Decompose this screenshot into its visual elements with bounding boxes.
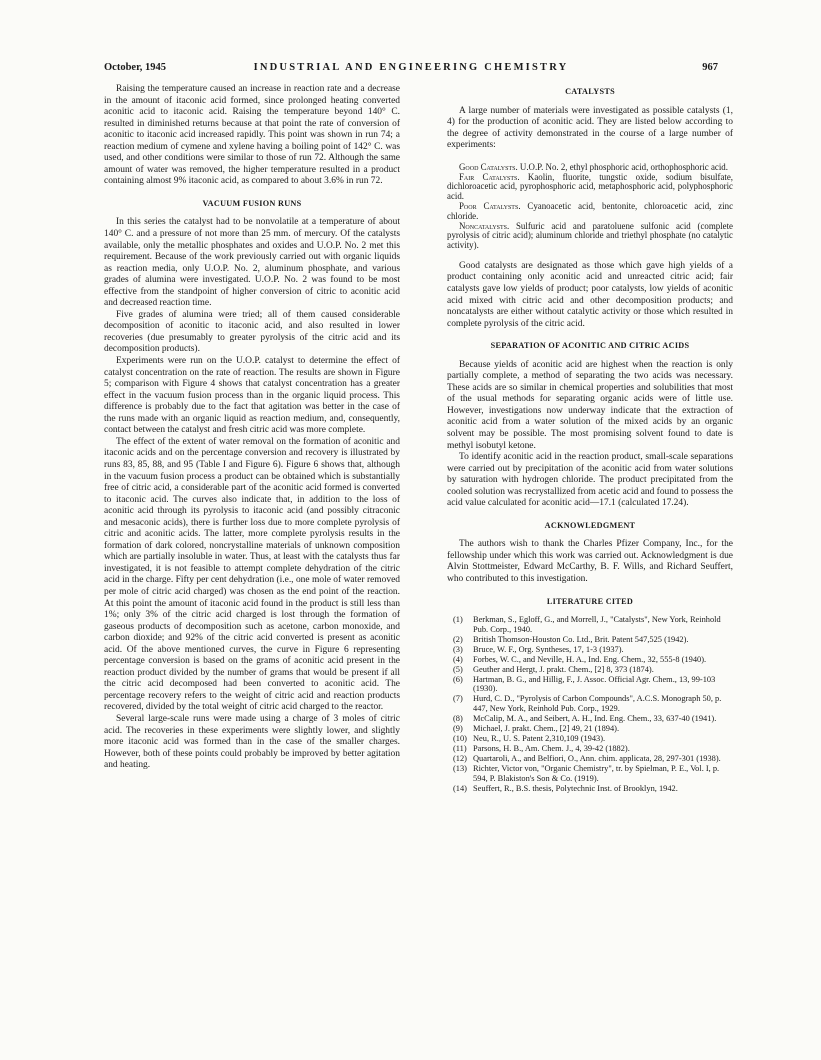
reference-number: (13) [453, 763, 467, 773]
reference-item [447, 724, 733, 734]
intro-paragraph: Raising the temperature caused an increase in reaction rate and a decrease in the amount of itaconic acid formed, since prolonged heating converted aconitic acid to itaconic acid. Raising the temperature beyond 140° C. resulted in diminished returns because at that point the rate of conversion of aconitic to itaconic acid increased rapidly. This point was shown in run 74; a reaction medium of cymene and xylene having a boiling point of 142° C. was used, and other conditions were similar to those of run 72. Although the same amount of water was removed, the higher temperature resulted in a product containing almost 9% itaconic acid, as compared to about 3.6% in run 72. [104, 84, 400, 187]
reference-item [447, 675, 733, 695]
right-column [447, 84, 733, 793]
body-paragraph: A large number of materials were investigated as possible catalysts (1, 4) for the production of aconitic acid. They are listed below according to the degree of activity demonstrated in the course of a large number of experiments: [447, 105, 733, 151]
reference-text: Richter, Victor von, "Organic Chemistry", tr. by Spielman, P. E., Vol. I, p. 594, P. Blakiston's Son & Co. (1919). [473, 763, 720, 783]
acknowledgment-paragraph: The authors wish to thank the Charles Pfizer Company, Inc., for the fellowship under which this work was carried out. Acknowledgment is due Alvin Stottmeister, Edward McCarthy, B. F. Wills, and Richard Seuffert, who contributed to this investigation. [447, 539, 733, 585]
reference-number: (3) [453, 644, 463, 654]
reference-item [447, 784, 733, 794]
catalyst-class-label: Noncatalysts. [459, 220, 510, 231]
catalyst-class-text: Kaolin, fluorite, tungstic oxide, sodium bisulfate, dichloroacetic acid, pyrophosphoric acid, metaphosphoric acid, polyphosphoric acid. [447, 171, 734, 202]
reference-item [447, 744, 733, 754]
reference-number: (10) [453, 734, 467, 743]
reference-item [447, 734, 733, 744]
section-heading-vacuum: VACUUM FUSION RUNS [202, 198, 302, 208]
body-paragraph: The effect of the extent of water removal on the formation of aconitic and itaconic acids and on the percentage conversion and recovery is illustrated by runs 83, 85, 88, and 95 (Table I and Figure 6). Figure 6 shows that, although in the vacuum fusion process a product can be obtained which is substantially free of citric acid, a considerable part of the aconitic acid formed is converted to itaconic acid. The curves also indicate that, in addition to the loss of aconitic acid through its pyrolysis to itaconic acid (and possibly citraconic and mesaconic acids), there is further loss due to more complete pyrolysis of citric and aconitic acids. The latter, more complete pyrolysis results in the formation of dark colored, noncrystalline materials of unknown composition which are partially insoluble in water. Thus, at least with the catalysts thus far investigated, it is not feasible to attempt complete dehydration of the citric acid in the charge. Fifty per cent dehydration (i.e., one mole of water removed per mole of citric acid charged) was chosen as the end point of the reaction. At this point the amount of itaconic acid found in the product is still less than 1%; only 3% of the citric acid charged is lost through the formation of gaseous products of decomposition such as acetone, carbon monoxide, and carbon dioxide; and 92% of the citric acid converted is present as aconitic acid. Of the above mentioned curves, the curve in Figure 6 representing percentage conversion is based on the grams of aconitic acid present in the reaction product divided by the number of grams that would be present if all the citric acid decomposed had been converted to aconitic acid. The percentage recovery refers to the weight of citric acid and reaction products recovered, divided by the total weight of citric acid charged to the reactor. [104, 436, 400, 713]
reference-list [447, 615, 733, 793]
reference-text: Neu, R., U. S. Patent 2,310,109 (1943). [473, 734, 606, 743]
body-paragraph: Five grades of alumina were tried; all of them caused considerable decomposition of aconitic to itaconic acid, and also resulted in lower recoveries (due presumably to greater pyrolysis of the citric acid and its decomposition products). [104, 309, 400, 355]
reference-text: Hurd, C. D., "Pyrolysis of Carbon Compounds", A.C.S. Monograph 50, p. 447, New York, Reinhold Pub. Corp., 1929. [473, 694, 722, 714]
body-paragraph: Because yields of aconitic acid are highest when the reaction is only partially complete, a method of separating the two acids was necessary. These acids are so similar in chemical properties and solubilities that most of the usual methods for separating organic acids were of little use. However, investigations now underway indicate that the extraction of aconitic acid from a water solution of the mixed acids by an organic solvent may be possible. The most promising solvent found to date is methyl isobutyl ketone. [447, 359, 733, 451]
catalyst-class-text: Cyanoacetic acid, bentonite, chloroacetic acid, zinc chloride. [447, 200, 734, 221]
body-paragraph: Good catalysts are designated as those which gave high yields of a product containing only aconitic acid and unreacted citric acid; fair catalysts gave low yields of product; poor catalysts, low yields of aconitic acid mixed with citric acid and other decomposition products; and noncatalysts are either without catalytic activity or those which resulted in complete pyrolysis of the citric acid. [447, 260, 733, 329]
catalyst-entry [447, 173, 733, 202]
reference-number: (7) [453, 694, 463, 704]
reference-item [447, 645, 733, 655]
reference-text: Parsons, H. B., Am. Chem. J., 4, 39-42 (1882). [473, 743, 630, 753]
reference-item [447, 754, 733, 764]
issue-date: October, 1945 [104, 62, 167, 73]
reference-number: (11) [453, 743, 467, 753]
catalyst-class-text: U.O.P. No. 2, ethyl phosphoric acid, orthophosphoric acid. [519, 161, 728, 172]
section-heading-acknowledgment: ACKNOWLEDGMENT [544, 520, 636, 530]
journal-title: INDUSTRIAL AND ENGINEERING CHEMISTRY [253, 62, 569, 73]
reference-number: (9) [453, 724, 463, 734]
reference-text: Michael, J. prakt. Chem., [2] 49, 21 (1894). [473, 724, 620, 734]
reference-number: (12) [453, 753, 467, 763]
catalyst-entry [447, 202, 733, 222]
body-paragraph: In this series the catalyst had to be nonvolatile at a temperature of about 140° C. and a pressure of not more than 25 mm. of mercury. Of the catalysts available, only the metallic phosphates and oxides and U.O.P. No. 2 met this requirement. Because of the work previously carried out with organic liquids as reaction media, only U.O.P. No. 2, aluminum phosphate, and various grades of alumina were investigated. U.O.P. No. 2 was found to be most effective from the standpoint of higher conversion of citric to aconitic acid and decreased reaction time. [104, 217, 400, 309]
reference-text: Berkman, S., Egloff, G., and Morrell, J., "Catalysts", New York, Reinhold Pub. Corp., 1940. [473, 615, 721, 635]
reference-number: (14) [453, 783, 467, 793]
reference-item [447, 665, 733, 675]
reference-item [447, 764, 733, 784]
reference-text: Hartman, B. G., and Hillig, F., J. Assoc. Official Agr. Chem., 13, 99-103 (1930). [473, 674, 716, 694]
catalyst-entry [447, 222, 733, 251]
reference-text: British Thomson-Houston Co. Ltd., Brit. Patent 547,525 (1942). [473, 634, 689, 644]
reference-item [447, 714, 733, 724]
catalyst-class-label: Good Catalysts. [459, 161, 518, 172]
running-header [104, 62, 718, 76]
section-heading-separation: SEPARATION OF ACONITIC AND CITRIC ACIDS [490, 341, 690, 351]
catalyst-class-label: Fair Catalysts. [459, 171, 520, 182]
reference-number: (4) [453, 654, 463, 664]
reference-number: (6) [453, 674, 463, 684]
reference-item [447, 655, 733, 665]
body-paragraph: Experiments were run on the U.O.P. catalyst to determine the effect of catalyst concentration on the rate of reaction. The results are shown in Figure 5; comparison with Figure 4 shows that catalyst concentration has a greater effect in the vacuum fusion process than in the organic liquid process. This difference is probably due to the fact that agitation was better in the case of the runs made with an organic liquid as reaction medium, and, consequently, contact between the catalyst and fresh citric acid was more complete. [104, 356, 400, 436]
reference-text: McCalip, M. A., and Seibert, A. H., Ind. Eng. Chem., 33, 637-40 (1941). [473, 714, 717, 724]
reference-number: (8) [453, 714, 463, 724]
reference-text: Forbes, W. C., and Neville, H. A., Ind. Eng. Chem., 32, 555-8 (1940). [473, 654, 707, 664]
catalyst-class-label: Poor Catalysts. [459, 200, 521, 211]
reference-item [447, 615, 733, 635]
reference-number: (2) [453, 634, 463, 644]
reference-text: Seuffert, R., B.S. thesis, Polytechnic Inst. of Brooklyn, 1942. [473, 783, 678, 793]
catalyst-class-text: Sulfuric acid and paratoluene sulfonic acid (complete pyrolysis of citric acid); aluminum chloride and triethyl phosphate (no catalytic activity). [447, 220, 733, 251]
reference-number: (5) [453, 664, 463, 674]
section-heading-catalysts: CATALYSTS [565, 87, 615, 96]
reference-text: Quartaroli, A., and Belfiori, O., Ann. chim. applicata, 28, 297-301 (1938). [473, 753, 721, 763]
reference-item [447, 694, 733, 714]
catalyst-list [447, 163, 733, 251]
section-heading-literature: LITERATURE CITED [546, 596, 634, 606]
left-column [104, 84, 400, 772]
reference-text: Geuther and Hergt, J. prakt. Chem., [2] 8, 373 (1874). [473, 664, 654, 674]
reference-number: (1) [453, 615, 463, 625]
reference-text: Bruce, W. F., Org. Syntheses, 17, 1-3 (1937). [473, 644, 624, 654]
body-paragraph: Several large-scale runs were made using a charge of 3 moles of citric acid. The recoveries in these experiments were slightly lower, and slightly more itaconic acid was formed than in the case of the smaller charges. However, both of these points could probably be improved by better agitation and heating. [104, 713, 400, 771]
reference-item [447, 635, 733, 645]
page-number: 967 [702, 62, 718, 73]
body-paragraph: To identify aconitic acid in the reaction product, small-scale separations were carried out by precipitation of the aconitic acid from water solutions by saturation with hydrogen chloride. The product precipitated from the cooled solution was recrystallized from acetic acid and found to possess the acid value calculated for aconitic acid—17.1 (calculated 17.24). [447, 452, 733, 509]
